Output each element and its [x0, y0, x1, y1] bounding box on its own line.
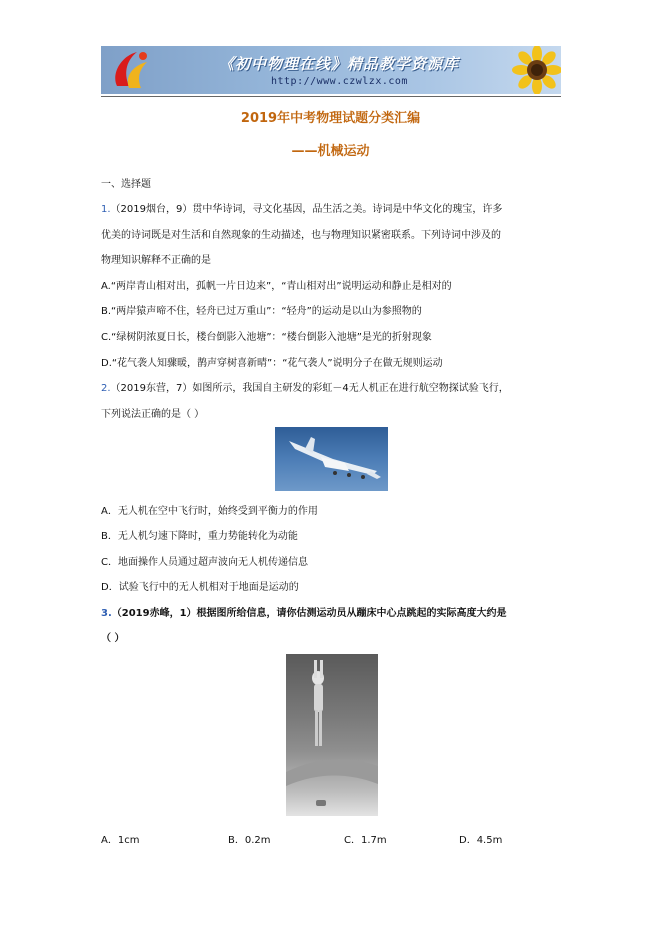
sunflower-icon	[503, 46, 561, 94]
section-heading: 一、选择题	[101, 179, 151, 190]
q2-line-2: 下列说法正确的是（ ）	[101, 409, 205, 420]
banner-title: 《初中物理在线》精品教学资源库	[219, 55, 460, 73]
q1-option-a: A.“两岸青山相对出，孤帆一片日边来”，“青山相对出”说明运动和静止是相对的	[101, 281, 452, 292]
drone-icon	[275, 427, 388, 491]
trampoline-photo	[286, 654, 378, 816]
q1-number: 1.	[101, 204, 111, 215]
q2-option-b: B．无人机匀速下降时，重力势能转化为动能	[101, 531, 298, 542]
document-title: 2019年中考物理试题分类汇编	[240, 111, 421, 126]
q3-line-2: （ ）	[101, 633, 125, 644]
drone-photo	[275, 427, 388, 491]
q3-line-1: 3.（2019赤峰，1）根据图所给信息，请你估测运动员从蹦床中心点跳起的实际高度大约是	[101, 608, 507, 619]
q1-line-3: 物理知识解释不正确的是	[101, 255, 211, 266]
q3-option-b: B．0.2m	[228, 835, 271, 846]
site-logo-icon	[107, 48, 155, 92]
banner-url: http://www.czwlzx.com	[271, 76, 408, 87]
q2-line-1: 2.（2019东营，7）如图所示，我国自主研发的彩虹－4无人机正在进行航空物探试验飞行，	[101, 383, 509, 394]
q1-line-2: 优美的诗词既是对生活和自然现象的生动描述，也与物理知识紧密联系。下列诗词中涉及的	[101, 230, 501, 241]
q2-number: 2.	[101, 383, 111, 394]
q3-option-d: D．4.5m	[459, 835, 503, 846]
q2-option-a: A．无人机在空中飞行时，始终受到平衡力的作用	[101, 506, 318, 517]
q3-option-a: A．1cm	[101, 835, 140, 846]
athlete-figure-icon	[286, 654, 378, 816]
banner-divider	[101, 96, 561, 97]
q2-option-c: C．地面操作人员通过超声波向无人机传递信息	[101, 557, 308, 568]
q1-option-c: C.“绿树阴浓夏日长，楼台倒影入池塘”：“楼台倒影入池塘”是光的折射现象	[101, 332, 432, 343]
q1-option-b: B.“两岸猿声啼不住，轻舟已过万重山”：“轻舟”的运动是以山为参照物的	[101, 306, 422, 317]
q1-option-d: D.“花气袭人知骤暖，鹊声穿树喜新晴”：“花气袭人”说明分子在做无规则运动	[101, 358, 443, 369]
q1-line-1: 1.（2019烟台，9）贯中华诗词，寻文化基因，品生活之美。诗词是中华文化的瑰宝，许多	[101, 204, 503, 215]
document-subtitle: ——机械运动	[291, 144, 370, 159]
q2-option-d: D．试验飞行中的无人机相对于地面是运动的	[101, 582, 299, 593]
header-banner	[101, 46, 561, 94]
q3-number: 3.	[101, 608, 112, 619]
q3-option-c: C．1.7m	[344, 835, 387, 846]
